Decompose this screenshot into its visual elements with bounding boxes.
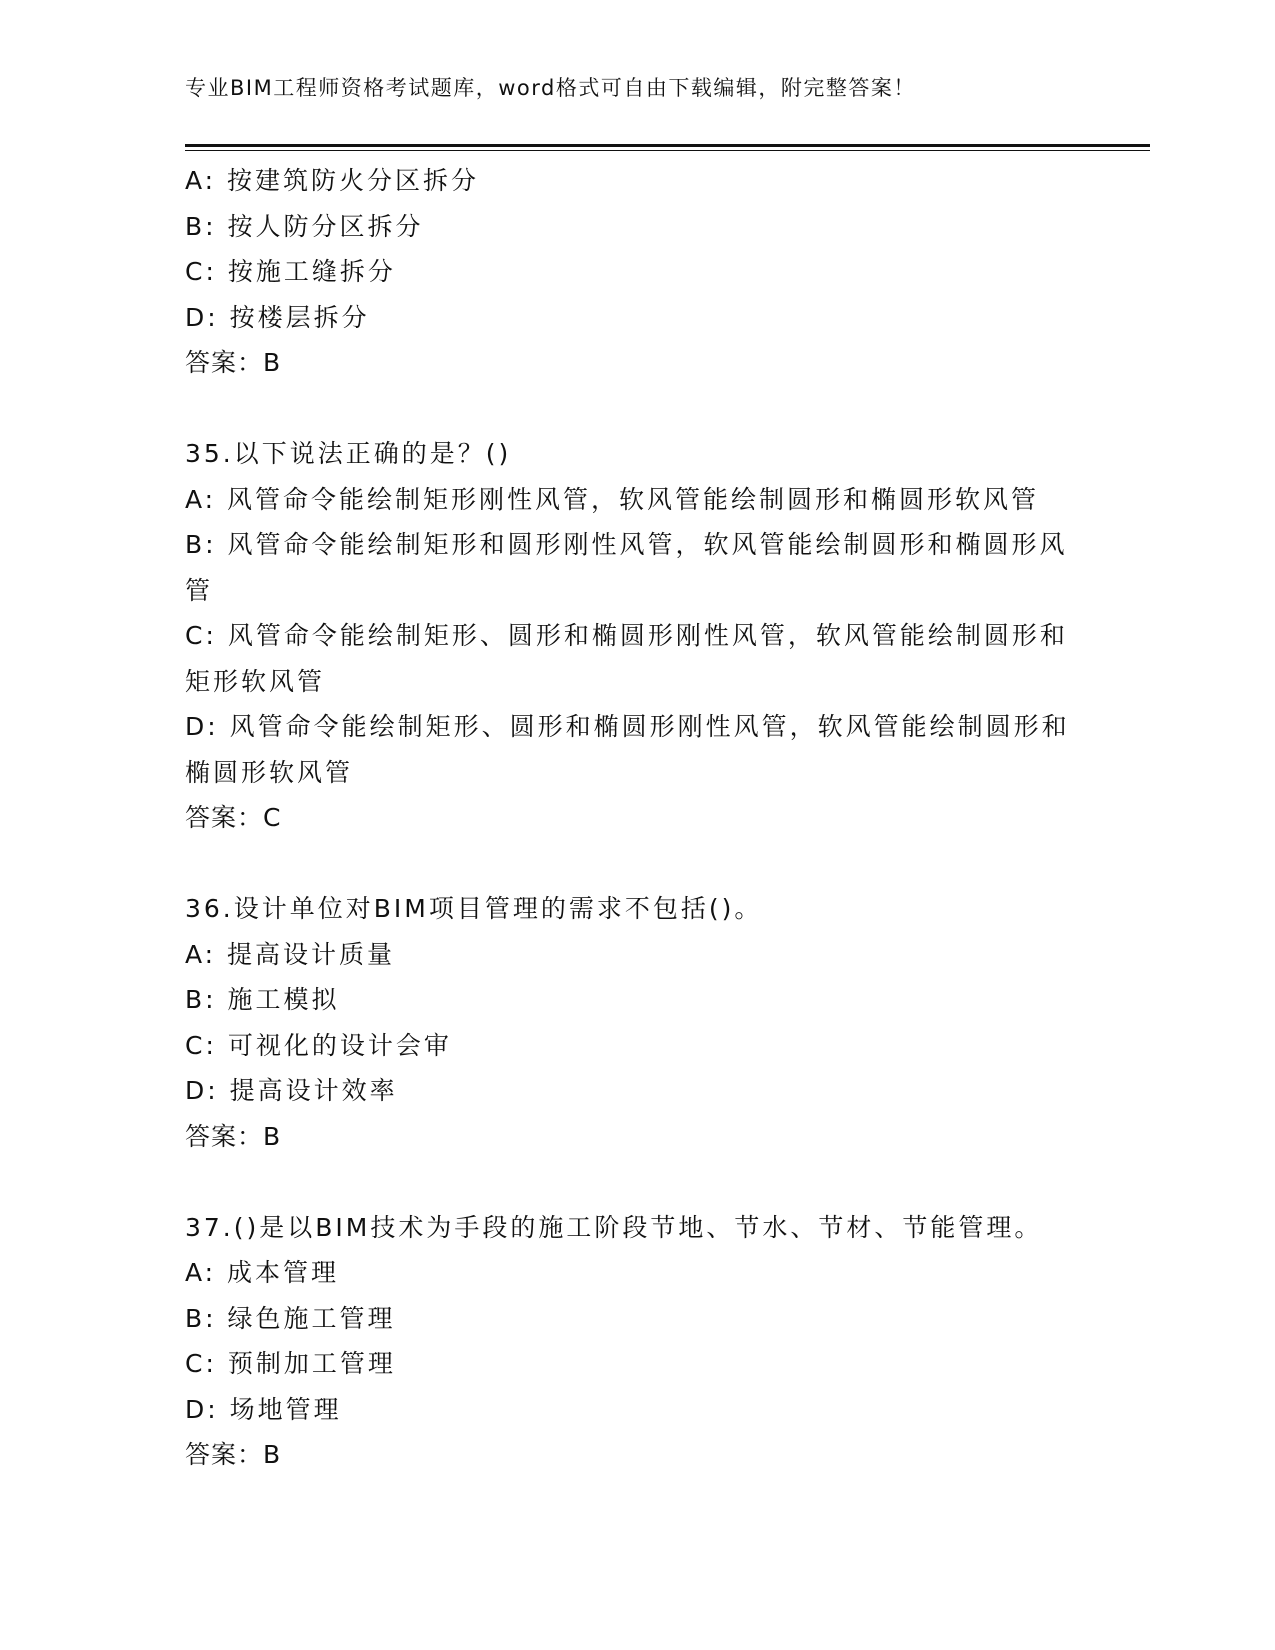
answer-line: 答案：B	[185, 1121, 282, 1151]
option-b: B: 按人防分区拆分	[185, 211, 424, 241]
block-spacer	[185, 1159, 1085, 1205]
option-b: B: 风管命令能绘制矩形和圆形刚性风管，软风管能绘制圆形和椭圆形风管	[185, 530, 1068, 605]
option-d: D: 提高设计效率	[185, 1076, 398, 1105]
answer-line: 答案：C	[185, 803, 282, 832]
question-stem: 35.以下说法正确的是？()	[185, 439, 512, 468]
option-c: C: 预制加工管理	[185, 1349, 396, 1378]
option-d: D: 风管命令能绘制矩形、圆形和椭圆形刚性风管，软风管能绘制圆形和椭圆形软风管	[185, 712, 1070, 787]
option-c: C: 风管命令能绘制矩形、圆形和椭圆形刚性风管，软风管能绘制圆形和矩形软风管	[185, 621, 1068, 696]
page-header: 专业BIM工程师资格考试题库，word格式可自由下载编辑，附完整答案！	[185, 76, 916, 100]
question-stem: 36.设计单位对BIM项目管理的需求不包括()。	[185, 894, 763, 923]
option-c: C: 按施工缝拆分	[185, 257, 396, 286]
option-d: D: 场地管理	[185, 1394, 342, 1424]
previous-question-block	[185, 158, 1085, 386]
answer-line: 答案：B	[185, 1440, 282, 1469]
option-b: B: 施工模拟	[185, 985, 340, 1014]
option-a: A: 提高设计质量	[185, 939, 396, 969]
option-d: D: 按楼层拆分	[185, 302, 370, 332]
header-rule-thin	[185, 150, 1150, 151]
option-b: B: 绿色施工管理	[185, 1303, 396, 1333]
option-a: A: 按建筑防火分区拆分	[185, 166, 480, 195]
option-a: A: 风管命令能绘制矩形刚性风管，软风管能绘制圆形和椭圆形软风管	[185, 484, 1040, 514]
question-stem: 37.()是以BIM技术为手段的施工阶段节地、节水、节材、节能管理。	[185, 1212, 1043, 1242]
option-a: A: 成本管理	[185, 1258, 340, 1287]
question-36	[185, 886, 1085, 1159]
question-content	[185, 158, 1085, 1478]
question-37	[185, 1205, 1085, 1478]
answer-line: 答案：B	[185, 348, 282, 377]
question-35	[185, 431, 1085, 841]
block-spacer	[185, 841, 1085, 887]
option-c: C: 可视化的设计会审	[185, 1030, 452, 1060]
header-rule-thick	[185, 144, 1150, 147]
block-spacer	[185, 386, 1085, 432]
